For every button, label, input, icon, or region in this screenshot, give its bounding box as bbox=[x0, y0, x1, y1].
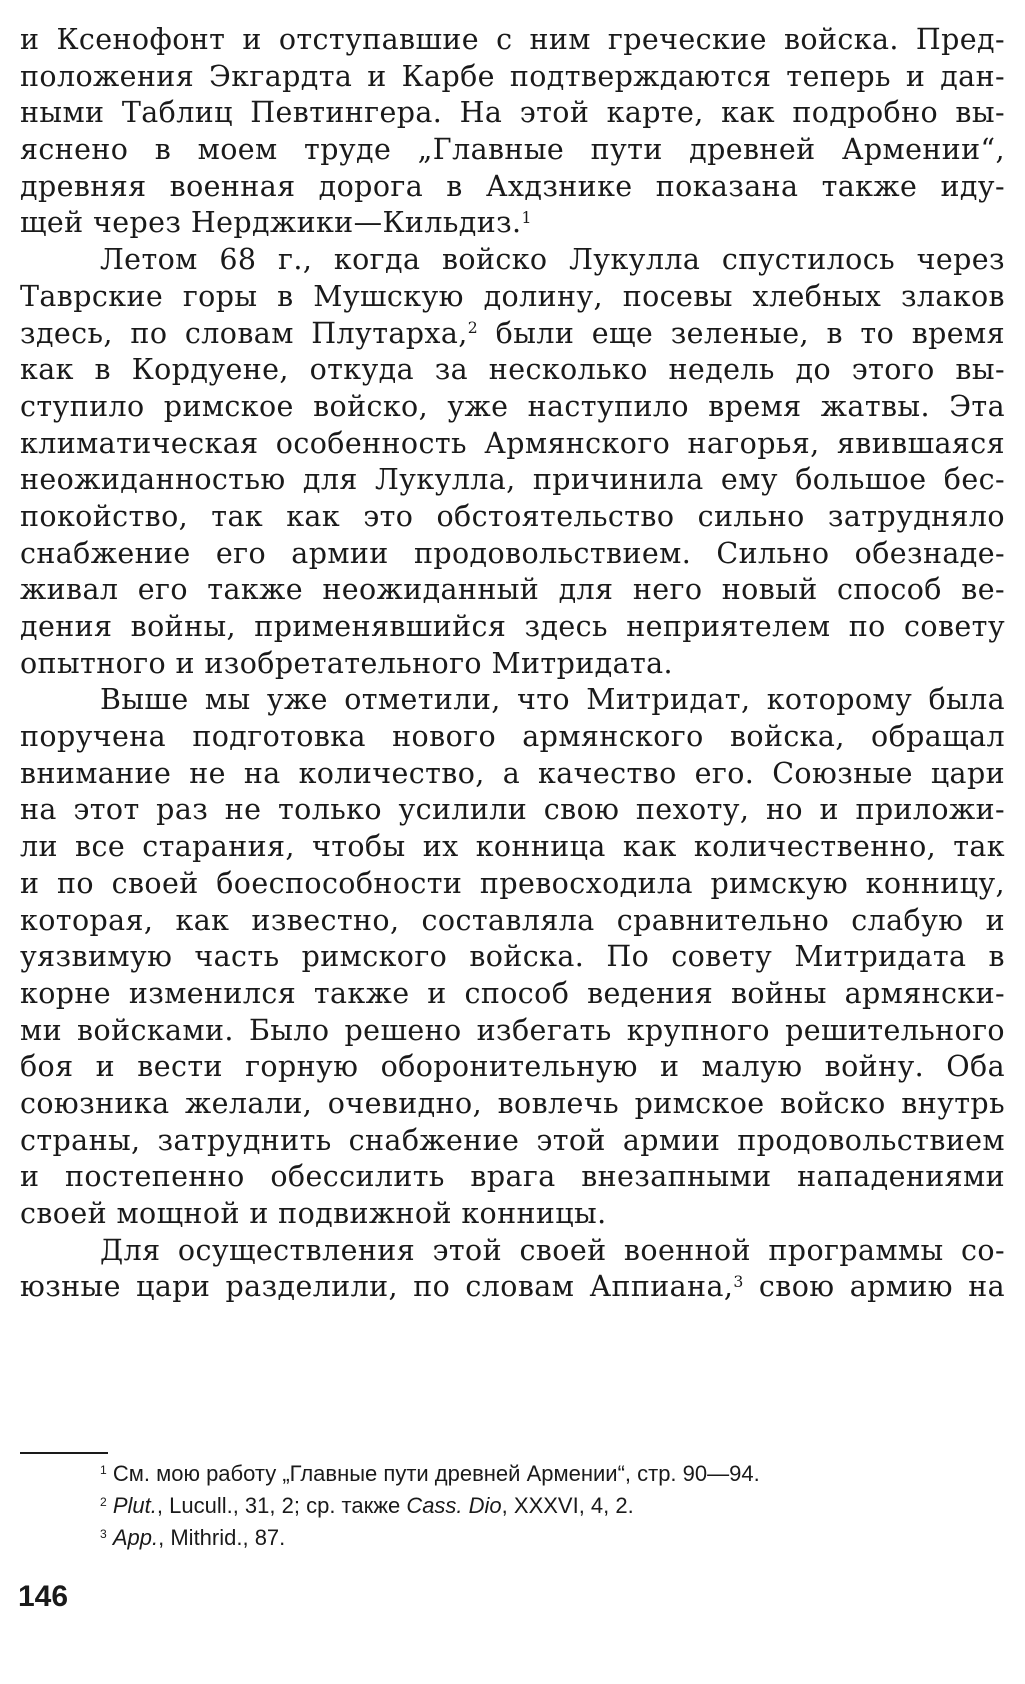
footnote-number: 1 bbox=[100, 1462, 107, 1477]
text-line: на этот раз не только усилили свою пехоту, но и приложи- bbox=[20, 793, 1005, 827]
text-line bbox=[20, 316, 1005, 353]
text-line: внимание не на количество, а качество его. Союзные цари bbox=[20, 756, 1005, 790]
footnote-source: Cass. Dio bbox=[406, 1493, 502, 1518]
text-line: которая, как известно, составляла сравнительно слабую и bbox=[20, 903, 1005, 937]
text-line: корне изменился также и способ ведения войны армянски- bbox=[20, 976, 1005, 1010]
text-line: своей мощной и подвижной конницы. bbox=[20, 1197, 607, 1230]
text-line: живал его также неожиданный для него новый способ ве- bbox=[20, 573, 1005, 607]
text-line: ми войсками. Было решено избегать крупного решительного bbox=[20, 1013, 1005, 1047]
footnote-text: См. мою работу „Главные пути древней Армении“, стр. 90—94. bbox=[112, 1461, 760, 1486]
text-line: опытного и изобретательного Митридата. bbox=[20, 646, 673, 680]
footnote-author: App. bbox=[112, 1525, 159, 1550]
line-text: юзные цари разделили, по словам Аппиана, bbox=[20, 1270, 734, 1304]
line-text: здесь, по словам Плутарха, bbox=[20, 316, 468, 350]
text-line: яснено в моем труде „Главные пути древней Армении“, bbox=[20, 133, 1005, 167]
page-body bbox=[20, 22, 1005, 1306]
line-text: были еще зеленые, в то время bbox=[478, 316, 1006, 350]
text-line: Для осуществления этой своей военной программы со- bbox=[100, 1233, 1005, 1267]
footnote-2 bbox=[100, 1490, 1000, 1522]
footnote-1 bbox=[100, 1458, 1000, 1490]
footnote-text: , XXXVI, 4, 2. bbox=[501, 1493, 634, 1518]
footnote-number: 2 bbox=[100, 1494, 107, 1509]
footnote-number: 3 bbox=[100, 1526, 107, 1541]
footnotes bbox=[100, 1458, 1000, 1554]
text-line: положения Экгардта и Карбе подтверждаются теперь и дан- bbox=[20, 59, 1005, 93]
footnote-ref: 1 bbox=[521, 208, 532, 228]
line-text: щей через Нерджики—Кильдиз. bbox=[20, 206, 522, 240]
text-line bbox=[20, 1269, 1005, 1306]
text-line: как в Кордуене, откуда за несколько недель до этого вы- bbox=[20, 353, 1005, 387]
text-line: ступило римское войско, уже наступило время жатвы. Эта bbox=[20, 389, 1005, 423]
text-line: боя и вести горную оборонительную и малую войну. Оба bbox=[20, 1050, 1005, 1084]
text-line: ными Таблиц Певтингера. На этой карте, как подробно вы- bbox=[20, 96, 1005, 130]
text-line: покойство, так как это обстоятельство сильно затрудняло bbox=[20, 499, 1005, 533]
text-line: Выше мы уже отметили, что Митридат, которому была bbox=[100, 683, 1005, 717]
footnote-ref: 3 bbox=[733, 1271, 744, 1291]
footnote-ref: 2 bbox=[467, 318, 479, 338]
text-line: Летом 68 г., когда войско Лукулла спустилось через bbox=[100, 243, 1005, 277]
text-line: неожиданностью для Лукулла, причинила ему большое бес- bbox=[20, 463, 1005, 497]
footnote-3 bbox=[100, 1522, 1000, 1554]
text-line: страны, затруднить снабжение этой армии продовольствием bbox=[20, 1123, 1005, 1157]
footnote-author: Plut. bbox=[112, 1493, 157, 1518]
text-line: климатическая особенность Армянского нагорья, явившаяся bbox=[20, 426, 1005, 460]
footnote-text: , Mithrid., 87. bbox=[158, 1525, 286, 1550]
text-line: поручена подготовка нового армянского войска, обращал bbox=[20, 720, 1005, 754]
footnote-text: , Lucull., 31, 2; ср. также bbox=[156, 1493, 407, 1518]
text-line: древняя военная дорога в Ахдзнике показана также иду- bbox=[20, 169, 1005, 203]
text-line: и постепенно обессилить врага внезапными нападениями bbox=[20, 1160, 1005, 1194]
text-line: дения войны, применявшийся здесь неприятелем по совету bbox=[20, 610, 1005, 643]
footnote-divider bbox=[20, 1452, 108, 1454]
text-line: уязвимую часть римского войска. По совету Митридата в bbox=[20, 940, 1005, 974]
line-text: свою армию на bbox=[743, 1270, 1005, 1304]
text-line: и Ксенофонт и отступавшие с ним греческие войска. Пред- bbox=[20, 23, 1005, 56]
text-line: Таврские горы в Мушскую долину, посевы хлебных злаков bbox=[20, 279, 1005, 313]
text-line: снабжение его армии продовольствием. Сильно обезнаде- bbox=[20, 536, 1005, 570]
text-line: союзника желали, очевидно, вовлечь римское войско внутрь bbox=[20, 1086, 1005, 1120]
text-line: и по своей боеспособности превосходила римскую конницу, bbox=[20, 866, 1005, 900]
text-line bbox=[20, 205, 1005, 242]
page-number: 146 bbox=[18, 1580, 69, 1613]
text-line: ли все старания, чтобы их конница как количественно, так bbox=[20, 830, 1005, 864]
